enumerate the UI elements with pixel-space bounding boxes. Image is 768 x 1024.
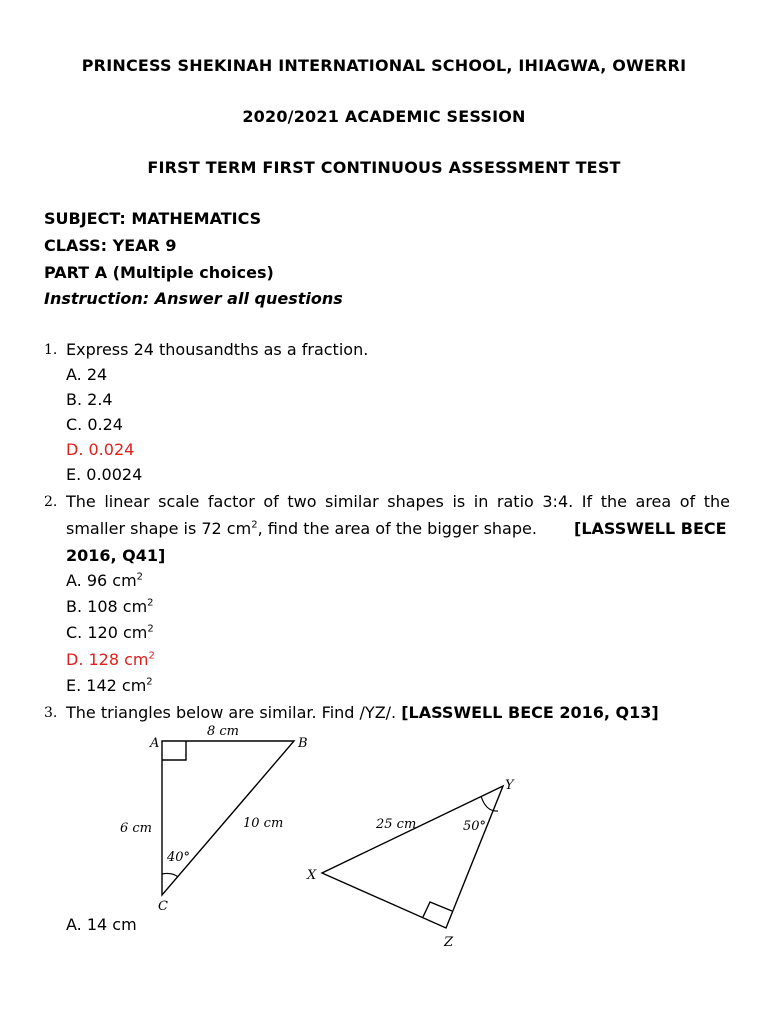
triangle-abc: [120, 724, 308, 914]
vertex-y-label: Y: [505, 778, 514, 793]
side-ac-label: 6 cm: [120, 821, 153, 836]
school-name: PRINCESS SHEKINAH INTERNATIONAL SCHOOL, IHIAGWA, OWERRI: [81, 56, 687, 75]
option-c: C. 120 $cm^2$: [66, 623, 154, 642]
question-text: Express 24 thousandths as a fraction.: [66, 340, 369, 359]
option-e: E. 0.0024: [66, 465, 143, 484]
question-text-line1: The linear scale factor of two similar shapes is in ratio 3:4. If the area of the: [66, 492, 730, 511]
vertex-a-label: A: [150, 736, 160, 751]
angle-y-label: 50°: [463, 819, 487, 834]
part-line: PART A (Multiple choices): [44, 263, 274, 282]
option-b: B. 108 $cm^2$: [66, 597, 154, 616]
question-text: The triangles below are similar. Find /YZ/. [LASSWELL BECE 2016, Q13]: [66, 703, 659, 722]
test-title: FIRST TERM FIRST CONTINUOUS ASSESSMENT TEST: [147, 158, 621, 177]
option-a: A. 24: [66, 365, 108, 384]
question-number: 2.: [44, 494, 58, 510]
class-line: CLASS: YEAR 9: [44, 236, 177, 255]
option-d-answer: D. 0.024: [66, 440, 135, 459]
vertex-x-label: X: [307, 868, 317, 883]
question-text-line2: smaller shape is 72 $cm^2$, find the area of the bigger shape.: [66, 519, 537, 538]
angle-c-label: 40°: [167, 850, 191, 865]
vertex-z-label: Z: [444, 935, 454, 950]
subject-line: SUBJECT: MATHEMATICS: [44, 209, 262, 228]
option-b: B. 2.4: [66, 390, 113, 409]
option-a: A. 14 cm: [66, 915, 137, 934]
option-e: E. 142 $cm^2$: [66, 676, 153, 695]
instruction-line: Instruction: Answer all questions: [44, 289, 343, 308]
option-d-answer: D. 128 $cm^2$: [66, 650, 155, 669]
question-reference-cont: 2016, Q41]: [66, 546, 166, 565]
side-bc-label: 10 cm: [243, 816, 284, 831]
academic-session: 2020/2021 ACADEMIC SESSION: [242, 107, 526, 126]
triangle-xyz: [306, 778, 515, 950]
side-xy-label: 25 cm: [376, 817, 417, 832]
side-ab-label: 8 cm: [207, 724, 240, 739]
vertex-b-label: B: [298, 736, 308, 751]
question-reference: [LASSWELL BECE 2016, Q13]: [401, 703, 659, 722]
option-c: C. 0.24: [66, 415, 123, 434]
question-number: 3.: [44, 705, 58, 721]
vertex-c-label: C: [158, 899, 168, 914]
option-a: A. 96 $cm^2$: [66, 571, 144, 590]
question-number: 1.: [44, 342, 58, 358]
question-reference: [LASSWELL BECE: [574, 519, 727, 538]
